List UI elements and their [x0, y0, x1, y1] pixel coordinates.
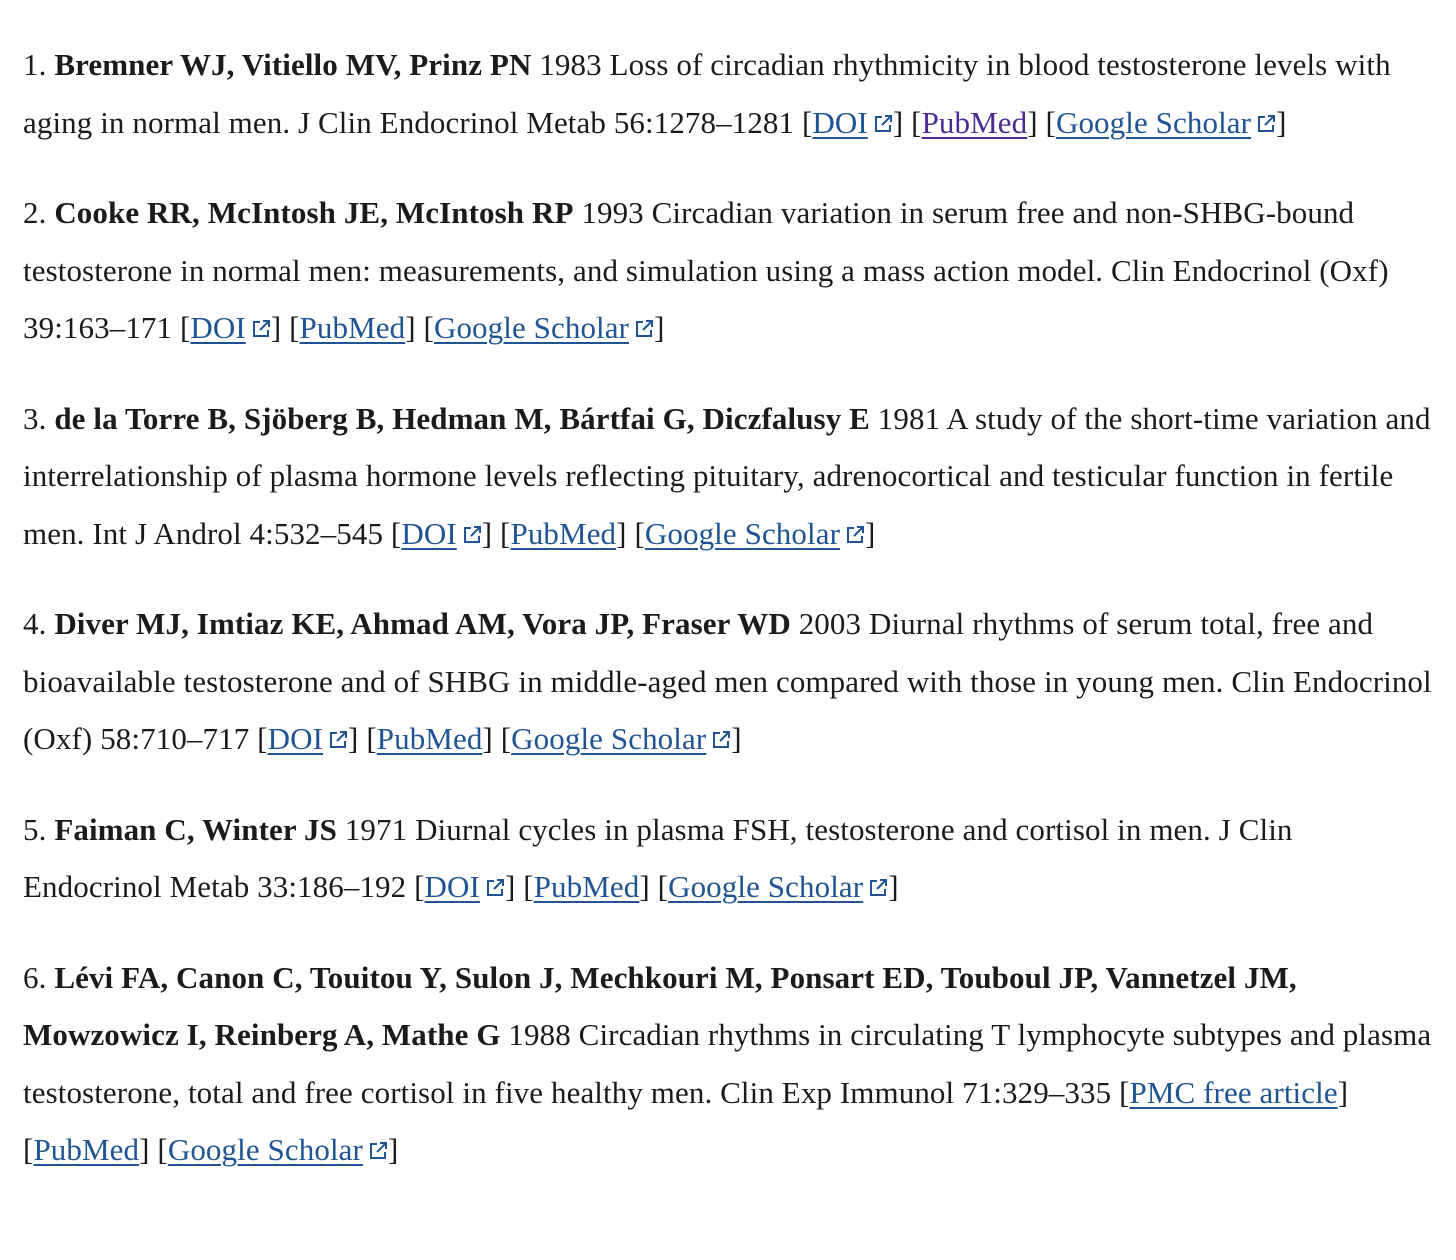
- doi-link[interactable]: [425, 869, 505, 904]
- pmc-link-label: PMC free article: [1129, 1074, 1338, 1110]
- reference-item: 5. Faiman C, Winter JS 1971 Diurnal cycles in plasma FSH, testosterone and cortisol in men. J Clin Endocrinol Metab 33:186–192 [DOI ] [PubMed] [Google Scholar ]: [23, 811, 1293, 904]
- reference-number: 4.: [23, 606, 47, 641]
- pubmed-link-label: PubMed: [921, 104, 1028, 140]
- external-link-icon: [634, 319, 654, 339]
- pubmed-link-label: PubMed: [33, 1132, 140, 1167]
- external-link-icon: [873, 114, 893, 134]
- reference-item: 6. Lévi FA, Canon C, Touitou Y, Sulon J, Mechkouri M, Ponsart ED, Touboul JP, Vannetzel JM, Mowzowicz I, Reinberg A, Mathe G 1988 Circadian rhythms in circulating T lymphocyte subtypes and plasma testosterone, total and free cortisol in five healthy men. Clin Exp Immunol 71:329–335 [PMC free article] [PubMed] [Google Scholar ]: [23, 959, 1432, 1167]
- pubmed-link[interactable]: [377, 721, 483, 756]
- pubmed-link-label: PubMed: [533, 869, 640, 904]
- doi-link-label: DOI: [190, 310, 246, 345]
- external-link-icon: [368, 1141, 388, 1161]
- reference-number: 1.: [23, 47, 47, 82]
- scholar-link-label: Google Scholar: [668, 869, 864, 904]
- pubmed-link[interactable]: [510, 516, 616, 551]
- doi-link[interactable]: [401, 516, 481, 551]
- pmc-link[interactable]: [1130, 1075, 1338, 1110]
- reference-item: 2. Cooke RR, McIntosh JE, McIntosh RP 1993 Circadian variation in serum free and non-SHBG-bound testosterone in normal men: measurements, and simulation using a mass action model. Clin Endocrinol (Oxf) 39:163–171 [DOI ] [PubMed] [Google Scholar ]: [23, 195, 1389, 345]
- reference-citation: 1983 Loss of circadian rhythmicity in blood testosterone levels with aging in normal men. J Clin Endocrinol Metab 56:1278–1281: [23, 47, 1391, 140]
- reference-authors: Lévi FA, Canon C, Touitou Y, Sulon J, Mechkouri M, Ponsart ED, Touboul JP, Vannetzel JM, Mowzowicz I, Reinberg A, Mathe G: [23, 959, 1297, 1052]
- doi-link[interactable]: [268, 721, 348, 756]
- external-link-icon: [711, 730, 731, 750]
- reference-citation: 1971 Diurnal cycles in plasma FSH, testosterone and cortisol in men. J Clin Endocrinol Metab 33:186–192: [23, 811, 1293, 904]
- scholar-link[interactable]: [168, 1132, 388, 1167]
- reference-citation: 2003 Diurnal rhythms of serum total, free and bioavailable testosterone and of SHBG in middle-aged men compared with those in young men. Clin Endocrinol (Oxf) 58:710–717: [23, 606, 1432, 756]
- reference-number: 6.: [23, 959, 47, 995]
- reference-number: 2.: [23, 195, 47, 230]
- external-link-icon: [328, 730, 348, 750]
- reference-authors: Bremner WJ, Vitiello MV, Prinz PN: [54, 47, 532, 82]
- doi-link[interactable]: [812, 105, 892, 140]
- scholar-link-label: Google Scholar: [167, 1132, 363, 1167]
- external-link-icon: [1256, 114, 1276, 134]
- external-link-icon: [251, 319, 271, 339]
- reference-item: 3. de la Torre B, Sjöberg B, Hedman M, Bártfai G, Diczfalusy E 1981 A study of the short-time variation and interrelationship of plasma hormone levels reflecting pituitary, adrenocortical and testicular function in fertile men. Int J Androl 4:532–545 [DOI ] [PubMed] [Google Scholar ]: [23, 400, 1431, 551]
- reference-number: 3.: [23, 400, 47, 436]
- external-link-icon: [845, 525, 865, 545]
- scholar-link-label: Google Scholar: [511, 721, 707, 756]
- pubmed-link-label: PubMed: [376, 721, 483, 756]
- reference-authors: Diver MJ, Imtiaz KE, Ahmad AM, Vora JP, Fraser WD: [54, 606, 791, 641]
- reference-item: 4. Diver MJ, Imtiaz KE, Ahmad AM, Vora JP, Fraser WD 2003 Diurnal rhythms of serum total, free and bioavailable testosterone and of SHBG in middle-aged men compared with those in young men. Clin Endocrinol (Oxf) 58:710–717 [DOI ] [PubMed] [Google Scholar ]: [23, 606, 1432, 756]
- doi-link[interactable]: [190, 310, 270, 345]
- reference-number: 5.: [23, 811, 47, 847]
- reference-authors: de la Torre B, Sjöberg B, Hedman M, Bártfai G, Diczfalusy E: [54, 400, 870, 436]
- pubmed-link[interactable]: [534, 869, 640, 904]
- reference-authors: Cooke RR, McIntosh JE, McIntosh RP: [54, 195, 574, 230]
- doi-link-label: DOI: [424, 869, 480, 904]
- scholar-link-label: Google Scholar: [644, 515, 840, 551]
- pubmed-link[interactable]: [922, 105, 1028, 140]
- scholar-link[interactable]: [645, 516, 865, 551]
- doi-link-label: DOI: [812, 104, 868, 140]
- doi-link-label: DOI: [267, 721, 324, 756]
- reference-item: 1. Bremner WJ, Vitiello MV, Prinz PN 1983 Loss of circadian rhythmicity in blood testosterone levels with aging in normal men. J Clin Endocrinol Metab 56:1278–1281 [DOI ] [PubMed] [Google Scholar ]: [23, 47, 1391, 140]
- scholar-link[interactable]: [434, 310, 654, 345]
- external-link-icon: [462, 525, 482, 545]
- scholar-link[interactable]: [1056, 105, 1276, 140]
- reference-list: [23, 36, 1438, 1212]
- external-link-icon: [868, 878, 888, 898]
- pubmed-link[interactable]: [300, 310, 406, 345]
- reference-authors: Faiman C, Winter JS: [54, 811, 337, 847]
- scholar-link-label: Google Scholar: [1055, 104, 1252, 140]
- reference-citation: 1981 A study of the short-time variation and interrelationship of plasma hormone levels reflecting pituitary, adrenocortical and testicular function in fertile men. Int J Androl 4:532–545: [23, 400, 1431, 551]
- scholar-link[interactable]: [511, 721, 731, 756]
- scholar-link-label: Google Scholar: [433, 310, 630, 345]
- pubmed-link-label: PubMed: [299, 310, 406, 345]
- reference-citation: 1988 Circadian rhythms in circulating T lymphocyte subtypes and plasma testosterone, total and free cortisol in five healthy men. Clin Exp Immunol 71:329–335: [23, 1017, 1432, 1110]
- pubmed-link-label: PubMed: [510, 515, 617, 551]
- pubmed-link[interactable]: [33, 1132, 139, 1167]
- external-link-icon: [485, 878, 505, 898]
- doi-link-label: DOI: [401, 515, 457, 551]
- scholar-link[interactable]: [668, 869, 888, 904]
- reference-citation: 1993 Circadian variation in serum free and non-SHBG-bound testosterone in normal men: measurements, and simulation using a mass action model. Clin Endocrinol (Oxf) 39:163–171: [23, 195, 1389, 345]
